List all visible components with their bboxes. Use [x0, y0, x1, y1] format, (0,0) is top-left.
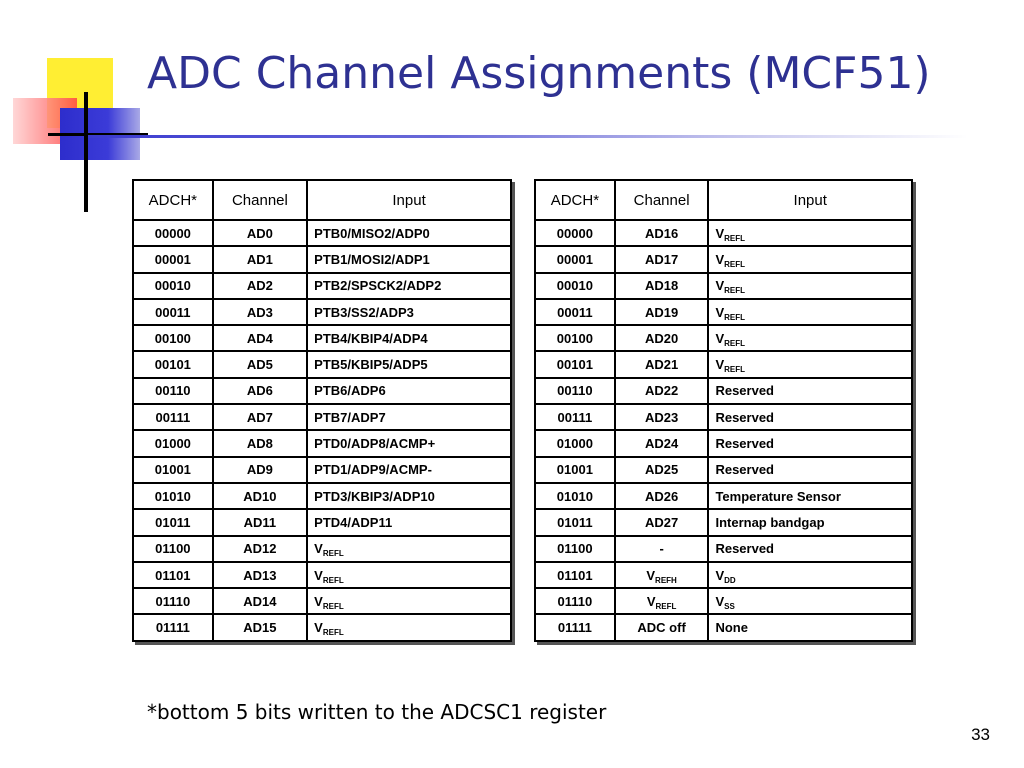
table-row — [535, 430, 912, 456]
cell-input: $V_{REFL}$ — [307, 614, 511, 640]
cell-adch: 00011 — [133, 299, 213, 325]
cell-adch: 01111 — [535, 614, 615, 640]
cell-adch: 01110 — [535, 588, 615, 614]
cell-input: $V_{REFL}$ — [708, 273, 912, 299]
cell-channel: AD1 — [213, 246, 308, 272]
cell-input: $V_{REFL}$ — [708, 246, 912, 272]
table-row — [133, 378, 511, 404]
cell-channel: AD25 — [615, 457, 709, 483]
cell-channel: AD12 — [213, 536, 308, 562]
cell-adch: 00011 — [535, 299, 615, 325]
table-row — [535, 325, 912, 351]
cell-adch: 01010 — [133, 483, 213, 509]
cell-input-subscript: REFL — [724, 365, 746, 375]
cell-input-subscript: DD — [724, 575, 736, 585]
cell-adch: 01010 — [535, 483, 615, 509]
table-row — [133, 457, 511, 483]
cell-adch: 00001 — [535, 246, 615, 272]
cell-input: None — [708, 614, 912, 640]
table-row — [133, 536, 511, 562]
cell-adch: 01101 — [535, 562, 615, 588]
cell-adch: 01110 — [133, 588, 213, 614]
cell-input: PTD0/ADP8/ACMP+ — [307, 430, 511, 456]
cell-channel: AD19 — [615, 299, 709, 325]
cell-channel: AD0 — [213, 220, 308, 246]
cell-input: Internap bandgap — [708, 509, 912, 535]
table-row — [133, 220, 511, 246]
cell-adch: 00000 — [535, 220, 615, 246]
cell-channel: AD6 — [213, 378, 308, 404]
cell-input-subscript: REFL — [724, 233, 746, 243]
table-row — [535, 378, 912, 404]
table-row — [133, 614, 511, 640]
header-channel: Channel — [213, 180, 308, 220]
cell-input: PTD1/ADP9/ACMP- — [307, 457, 511, 483]
table-row — [133, 273, 511, 299]
cell-input: $V_{REFL}$ — [307, 536, 511, 562]
cell-channel: AD10 — [213, 483, 308, 509]
cell-input: PTB7/ADP7 — [307, 404, 511, 430]
cell-channel: AD24 — [615, 430, 709, 456]
cell-input: PTB4/KBIP4/ADP4 — [307, 325, 511, 351]
cell-channel: AD23 — [615, 404, 709, 430]
cell-adch: 00110 — [133, 378, 213, 404]
cell-input: $V_{REFL}$ — [307, 562, 511, 588]
table-row — [133, 246, 511, 272]
table-row — [535, 246, 912, 272]
cell-input: Reserved — [708, 430, 912, 456]
page-number: 33 — [971, 725, 990, 744]
cell-input: $V_{REFL}$ — [708, 351, 912, 377]
cell-adch: 00111 — [535, 404, 615, 430]
cell-channel: AD14 — [213, 588, 308, 614]
cell-input: $V_{SS}$ — [708, 588, 912, 614]
header-channel: Channel — [615, 180, 709, 220]
table-row — [535, 536, 912, 562]
cell-channel: AD9 — [213, 457, 308, 483]
adc-table-right — [534, 179, 913, 642]
cell-input-subscript: REFL — [724, 338, 746, 348]
cell-input: PTD3/KBIP3/ADP10 — [307, 483, 511, 509]
cell-adch: 01100 — [535, 536, 615, 562]
cell-channel: $V_{REFH}$ — [615, 562, 709, 588]
footnote: *bottom 5 bits written to the ADCSC1 register — [147, 700, 607, 724]
cell-channel: AD5 — [213, 351, 308, 377]
title-underline — [88, 135, 968, 138]
table-row — [133, 299, 511, 325]
cell-adch: 00010 — [535, 273, 615, 299]
cell-channel: AD21 — [615, 351, 709, 377]
cell-channel: AD4 — [213, 325, 308, 351]
cell-channel: AD2 — [213, 273, 308, 299]
cell-input: Reserved — [708, 378, 912, 404]
table-row — [133, 325, 511, 351]
cell-adch: 00101 — [133, 351, 213, 377]
cell-input: Reserved — [708, 404, 912, 430]
table-row — [535, 457, 912, 483]
cell-channel: AD16 — [615, 220, 709, 246]
cell-channel: AD22 — [615, 378, 709, 404]
cell-adch: 00000 — [133, 220, 213, 246]
cell-input: PTB3/SS2/ADP3 — [307, 299, 511, 325]
table-row — [535, 509, 912, 535]
table-row — [133, 351, 511, 377]
cell-input: PTB5/KBIP5/ADP5 — [307, 351, 511, 377]
page-title: ADC Channel Assignments (MCF51) — [147, 48, 931, 99]
cell-channel: AD3 — [213, 299, 308, 325]
cell-input: Reserved — [708, 457, 912, 483]
table-row — [535, 404, 912, 430]
cell-input: PTB1/MOSI2/ADP1 — [307, 246, 511, 272]
table-row — [133, 404, 511, 430]
cell-input-subscript: REFL — [322, 575, 344, 585]
cell-input: $V_{REFL}$ — [708, 220, 912, 246]
cell-channel: AD13 — [213, 562, 308, 588]
cell-adch: 01000 — [535, 430, 615, 456]
adc-table-left — [132, 179, 512, 642]
cell-input: PTB6/ADP6 — [307, 378, 511, 404]
header-adch: ADCH* — [133, 180, 213, 220]
cell-channel: AD7 — [213, 404, 308, 430]
cell-adch: 01011 — [133, 509, 213, 535]
cell-adch: 01000 — [133, 430, 213, 456]
cell-channel: $V_{REFL}$ — [615, 588, 709, 614]
table-row — [535, 299, 912, 325]
header-input: Input — [708, 180, 912, 220]
header-input: Input — [307, 180, 511, 220]
cell-input: Temperature Sensor — [708, 483, 912, 509]
cell-channel: AD18 — [615, 273, 709, 299]
table-row — [133, 483, 511, 509]
cell-input-subscript: REFL — [724, 259, 746, 269]
table-row — [535, 483, 912, 509]
cell-channel-subscript: REFL — [655, 601, 677, 611]
table-row — [535, 562, 912, 588]
cell-input-subscript: REFL — [322, 628, 344, 638]
table-header-row — [535, 180, 912, 220]
table-body — [133, 220, 511, 641]
table-row — [535, 588, 912, 614]
logo-vertical-line — [84, 92, 88, 212]
cell-channel: - — [615, 536, 709, 562]
table-row — [535, 220, 912, 246]
cell-adch: 00110 — [535, 378, 615, 404]
header-adch: ADCH* — [535, 180, 615, 220]
cell-input: $V_{REFL}$ — [307, 588, 511, 614]
table-row — [133, 588, 511, 614]
cell-input-subscript: REFL — [322, 601, 344, 611]
cell-channel: AD26 — [615, 483, 709, 509]
cell-adch: 00100 — [133, 325, 213, 351]
cell-channel: AD11 — [213, 509, 308, 535]
cell-adch: 00001 — [133, 246, 213, 272]
cell-input: $V_{REFL}$ — [708, 299, 912, 325]
cell-channel: AD27 — [615, 509, 709, 535]
cell-adch: 01001 — [133, 457, 213, 483]
cell-adch: 00010 — [133, 273, 213, 299]
cell-input: Reserved — [708, 536, 912, 562]
cell-channel-subscript: REFH — [655, 575, 677, 585]
table-row — [535, 351, 912, 377]
cell-adch: 01011 — [535, 509, 615, 535]
cell-input: $V_{REFL}$ — [708, 325, 912, 351]
cell-adch: 01100 — [133, 536, 213, 562]
cell-channel: AD17 — [615, 246, 709, 272]
table-body — [535, 220, 912, 641]
table-row — [535, 614, 912, 640]
table-row — [535, 273, 912, 299]
cell-input: $V_{DD}$ — [708, 562, 912, 588]
cell-input-subscript: SS — [724, 601, 735, 611]
table-row — [133, 509, 511, 535]
cell-adch: 00100 — [535, 325, 615, 351]
cell-input-subscript: REFL — [724, 312, 746, 322]
table-row — [133, 430, 511, 456]
cell-input: PTB2/SPSCK2/ADP2 — [307, 273, 511, 299]
cell-input: PTD4/ADP11 — [307, 509, 511, 535]
cell-channel: AD8 — [213, 430, 308, 456]
cell-adch: 01101 — [133, 562, 213, 588]
cell-input: PTB0/MISO2/ADP0 — [307, 220, 511, 246]
cell-adch: 01111 — [133, 614, 213, 640]
cell-channel: ADC off — [615, 614, 709, 640]
cell-adch: 00101 — [535, 351, 615, 377]
table-header-row — [133, 180, 511, 220]
cell-input-subscript: REFL — [724, 286, 746, 296]
cell-channel: AD15 — [213, 614, 308, 640]
cell-input-subscript: REFL — [322, 549, 344, 559]
table-row — [133, 562, 511, 588]
cell-adch: 00111 — [133, 404, 213, 430]
cell-adch: 01001 — [535, 457, 615, 483]
cell-channel: AD20 — [615, 325, 709, 351]
